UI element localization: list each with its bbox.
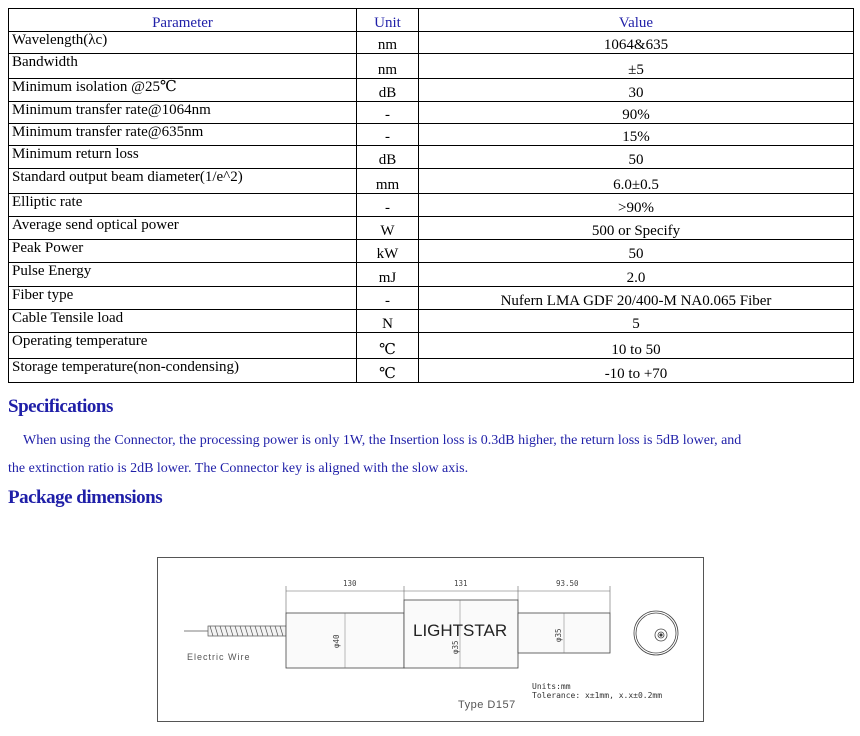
cell-unit: ℃ bbox=[357, 359, 419, 383]
cell-parameter: Wavelength(λc) bbox=[9, 32, 357, 54]
cell-value: Nufern LMA GDF 20/400-M NA0.065 Fiber bbox=[419, 287, 854, 310]
table-row bbox=[9, 194, 854, 217]
table-row bbox=[9, 287, 854, 310]
cell-parameter: Cable Tensile load bbox=[9, 310, 357, 333]
cell-unit: - bbox=[357, 194, 419, 217]
table-row bbox=[9, 263, 854, 287]
table-row bbox=[9, 333, 854, 359]
cell-parameter: Operating temperature bbox=[9, 333, 357, 359]
cell-parameter: Minimum isolation @25℃ bbox=[9, 79, 357, 102]
cell-parameter: Fiber type bbox=[9, 287, 357, 310]
table-header-row bbox=[9, 9, 854, 32]
specifications-heading: Specifications bbox=[8, 396, 113, 417]
cell-parameter: Storage temperature(non-condensing) bbox=[9, 359, 357, 383]
cell-value: -10 to +70 bbox=[419, 359, 854, 383]
brand-label: LIGHTSTAR bbox=[413, 621, 508, 640]
dim-left-label: 130 bbox=[343, 579, 357, 588]
dim-right-label: 93.50 bbox=[556, 579, 579, 588]
cell-value: 50 bbox=[419, 146, 854, 169]
dia-left-label: φ40 bbox=[332, 634, 341, 648]
cell-value: ±5 bbox=[419, 54, 854, 79]
cell-unit: W bbox=[357, 217, 419, 240]
dia-middle-label: φ35 bbox=[451, 640, 460, 654]
table-row bbox=[9, 102, 854, 124]
cell-unit: nm bbox=[357, 54, 419, 79]
cell-value: 2.0 bbox=[419, 263, 854, 287]
cell-parameter: Minimum transfer rate@1064nm bbox=[9, 102, 357, 124]
cell-parameter: Average send optical power bbox=[9, 217, 357, 240]
cell-unit: mJ bbox=[357, 263, 419, 287]
cable bbox=[184, 626, 286, 636]
cell-value: 1064&635 bbox=[419, 32, 854, 54]
cell-value: 50 bbox=[419, 240, 854, 263]
tolerance-note: Tolerance: x±1mm, x.x±0.2mm bbox=[532, 691, 663, 700]
cell-unit: dB bbox=[357, 79, 419, 102]
dia-right-label: φ35 bbox=[554, 628, 563, 642]
table-row bbox=[9, 217, 854, 240]
cell-unit: - bbox=[357, 287, 419, 310]
cell-unit: - bbox=[357, 124, 419, 146]
table-row bbox=[9, 240, 854, 263]
cell-value: 5 bbox=[419, 310, 854, 333]
units-note: Units:mm bbox=[532, 682, 571, 691]
cell-parameter: Bandwidth bbox=[9, 54, 357, 79]
specifications-line-1: When using the Connector, the processing power is only 1W, the Insertion loss is 0.3dB higher, the return loss is 5dB lower, and bbox=[23, 433, 742, 448]
cell-value: 15% bbox=[419, 124, 854, 146]
cell-unit: N bbox=[357, 310, 419, 333]
package-dimensions-heading: Package dimensions bbox=[8, 487, 163, 508]
table-row bbox=[9, 169, 854, 194]
cell-unit: dB bbox=[357, 146, 419, 169]
cell-value: 90% bbox=[419, 102, 854, 124]
cell-parameter: Elliptic rate bbox=[9, 194, 357, 217]
cell-parameter: Standard output beam diameter(1/e^2) bbox=[9, 169, 357, 194]
cell-unit: ℃ bbox=[357, 333, 419, 359]
table-row bbox=[9, 310, 854, 333]
cell-parameter: Peak Power bbox=[9, 240, 357, 263]
header-parameter: Parameter bbox=[9, 9, 357, 32]
electric-wire-label: Electric Wire bbox=[187, 652, 251, 662]
table-row bbox=[9, 359, 854, 383]
table-row bbox=[9, 79, 854, 102]
cell-value: 6.0±0.5 bbox=[419, 169, 854, 194]
table-row bbox=[9, 54, 854, 79]
cell-value: >90% bbox=[419, 194, 854, 217]
specifications-line-2: the extinction ratio is 2dB lower. The Connector key is aligned with the slow axis. bbox=[8, 461, 469, 476]
cell-parameter: Pulse Energy bbox=[9, 263, 357, 287]
cell-unit: - bbox=[357, 102, 419, 124]
cell-parameter: Minimum transfer rate@635nm bbox=[9, 124, 357, 146]
header-unit: Unit bbox=[357, 9, 419, 32]
header-value: Value bbox=[419, 9, 854, 32]
cell-unit: mm bbox=[357, 169, 419, 194]
table-body bbox=[9, 32, 854, 383]
table-row bbox=[9, 32, 854, 54]
table-row bbox=[9, 124, 854, 146]
table-row bbox=[9, 146, 854, 169]
cell-value: 500 or Specify bbox=[419, 217, 854, 240]
cell-parameter: Minimum return loss bbox=[9, 146, 357, 169]
cell-value: 30 bbox=[419, 79, 854, 102]
cell-value: 10 to 50 bbox=[419, 333, 854, 359]
specifications-paragraph bbox=[8, 427, 853, 483]
dim-middle-label: 131 bbox=[454, 579, 468, 588]
cell-unit: nm bbox=[357, 32, 419, 54]
specification-table bbox=[8, 8, 854, 383]
cell-unit: kW bbox=[357, 240, 419, 263]
type-label: Type D157 bbox=[458, 699, 516, 711]
package-drawing bbox=[157, 557, 704, 722]
